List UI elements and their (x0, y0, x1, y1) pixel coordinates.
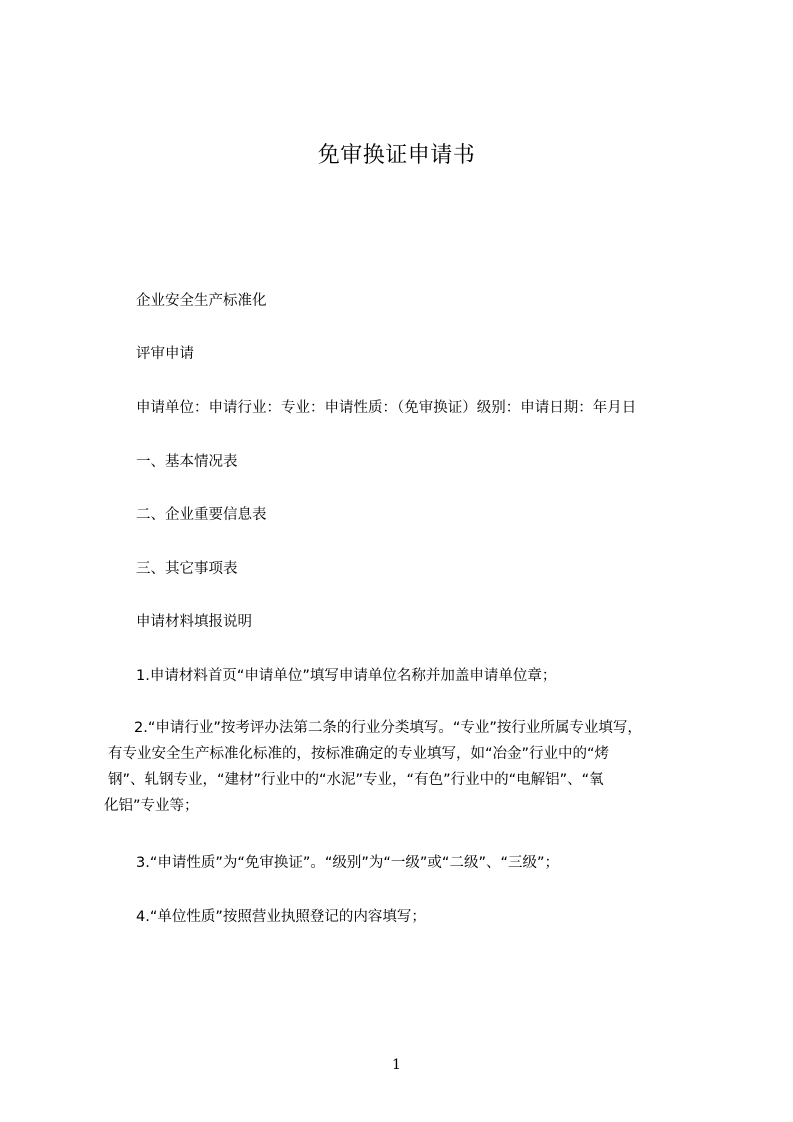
instruction-item-1: 1.申请材料首页“申请单位”填写申请单位名称并加盖申请单位章； (136, 668, 557, 684)
page-number: 1 (392, 1057, 401, 1073)
instruction-item-3: 3.“申请性质”为“免审换证”。“级别”为“一级”或“二级”、“三级”； (136, 855, 559, 871)
section-heading-basic-info: 一、基本情况表 (136, 454, 238, 470)
text-line-application-fields: 申请单位：申请行业：专业：申请性质：（免审换证）级别：申请日期：年月日 (136, 400, 637, 416)
instruction-item-2-line: 2.“申请行业”按考评办法第二条的行业分类填写。“专业”按行业所属专业填写， (134, 720, 642, 736)
text-line-review-application: 评审申请 (136, 346, 194, 362)
instructions-heading: 申请材料填报说明 (136, 614, 252, 630)
document-title: 免审换证申请书 (317, 143, 476, 168)
instruction-item-2-line: 化铝”专业等； (104, 798, 199, 814)
instruction-item-2-line: 钢”、轧钢专业，“建材”行业中的“水泥”专业，“有色”行业中的“电解铝”、“氧 (108, 772, 604, 788)
section-heading-other-items: 三、其它事项表 (136, 561, 238, 577)
instruction-item-2 (104, 715, 724, 819)
section-heading-key-info: 二、企业重要信息表 (136, 507, 267, 523)
instruction-item-2-line: 有专业安全生产标准化标准的，按标准确定的专业填写，如“冶金”行业中的“烤 (108, 746, 610, 762)
instruction-item-4: 4.“单位性质”按照营业执照登记的内容填写； (136, 909, 426, 925)
text-line-enterprise-standardization: 企业安全生产标准化 (136, 293, 267, 309)
